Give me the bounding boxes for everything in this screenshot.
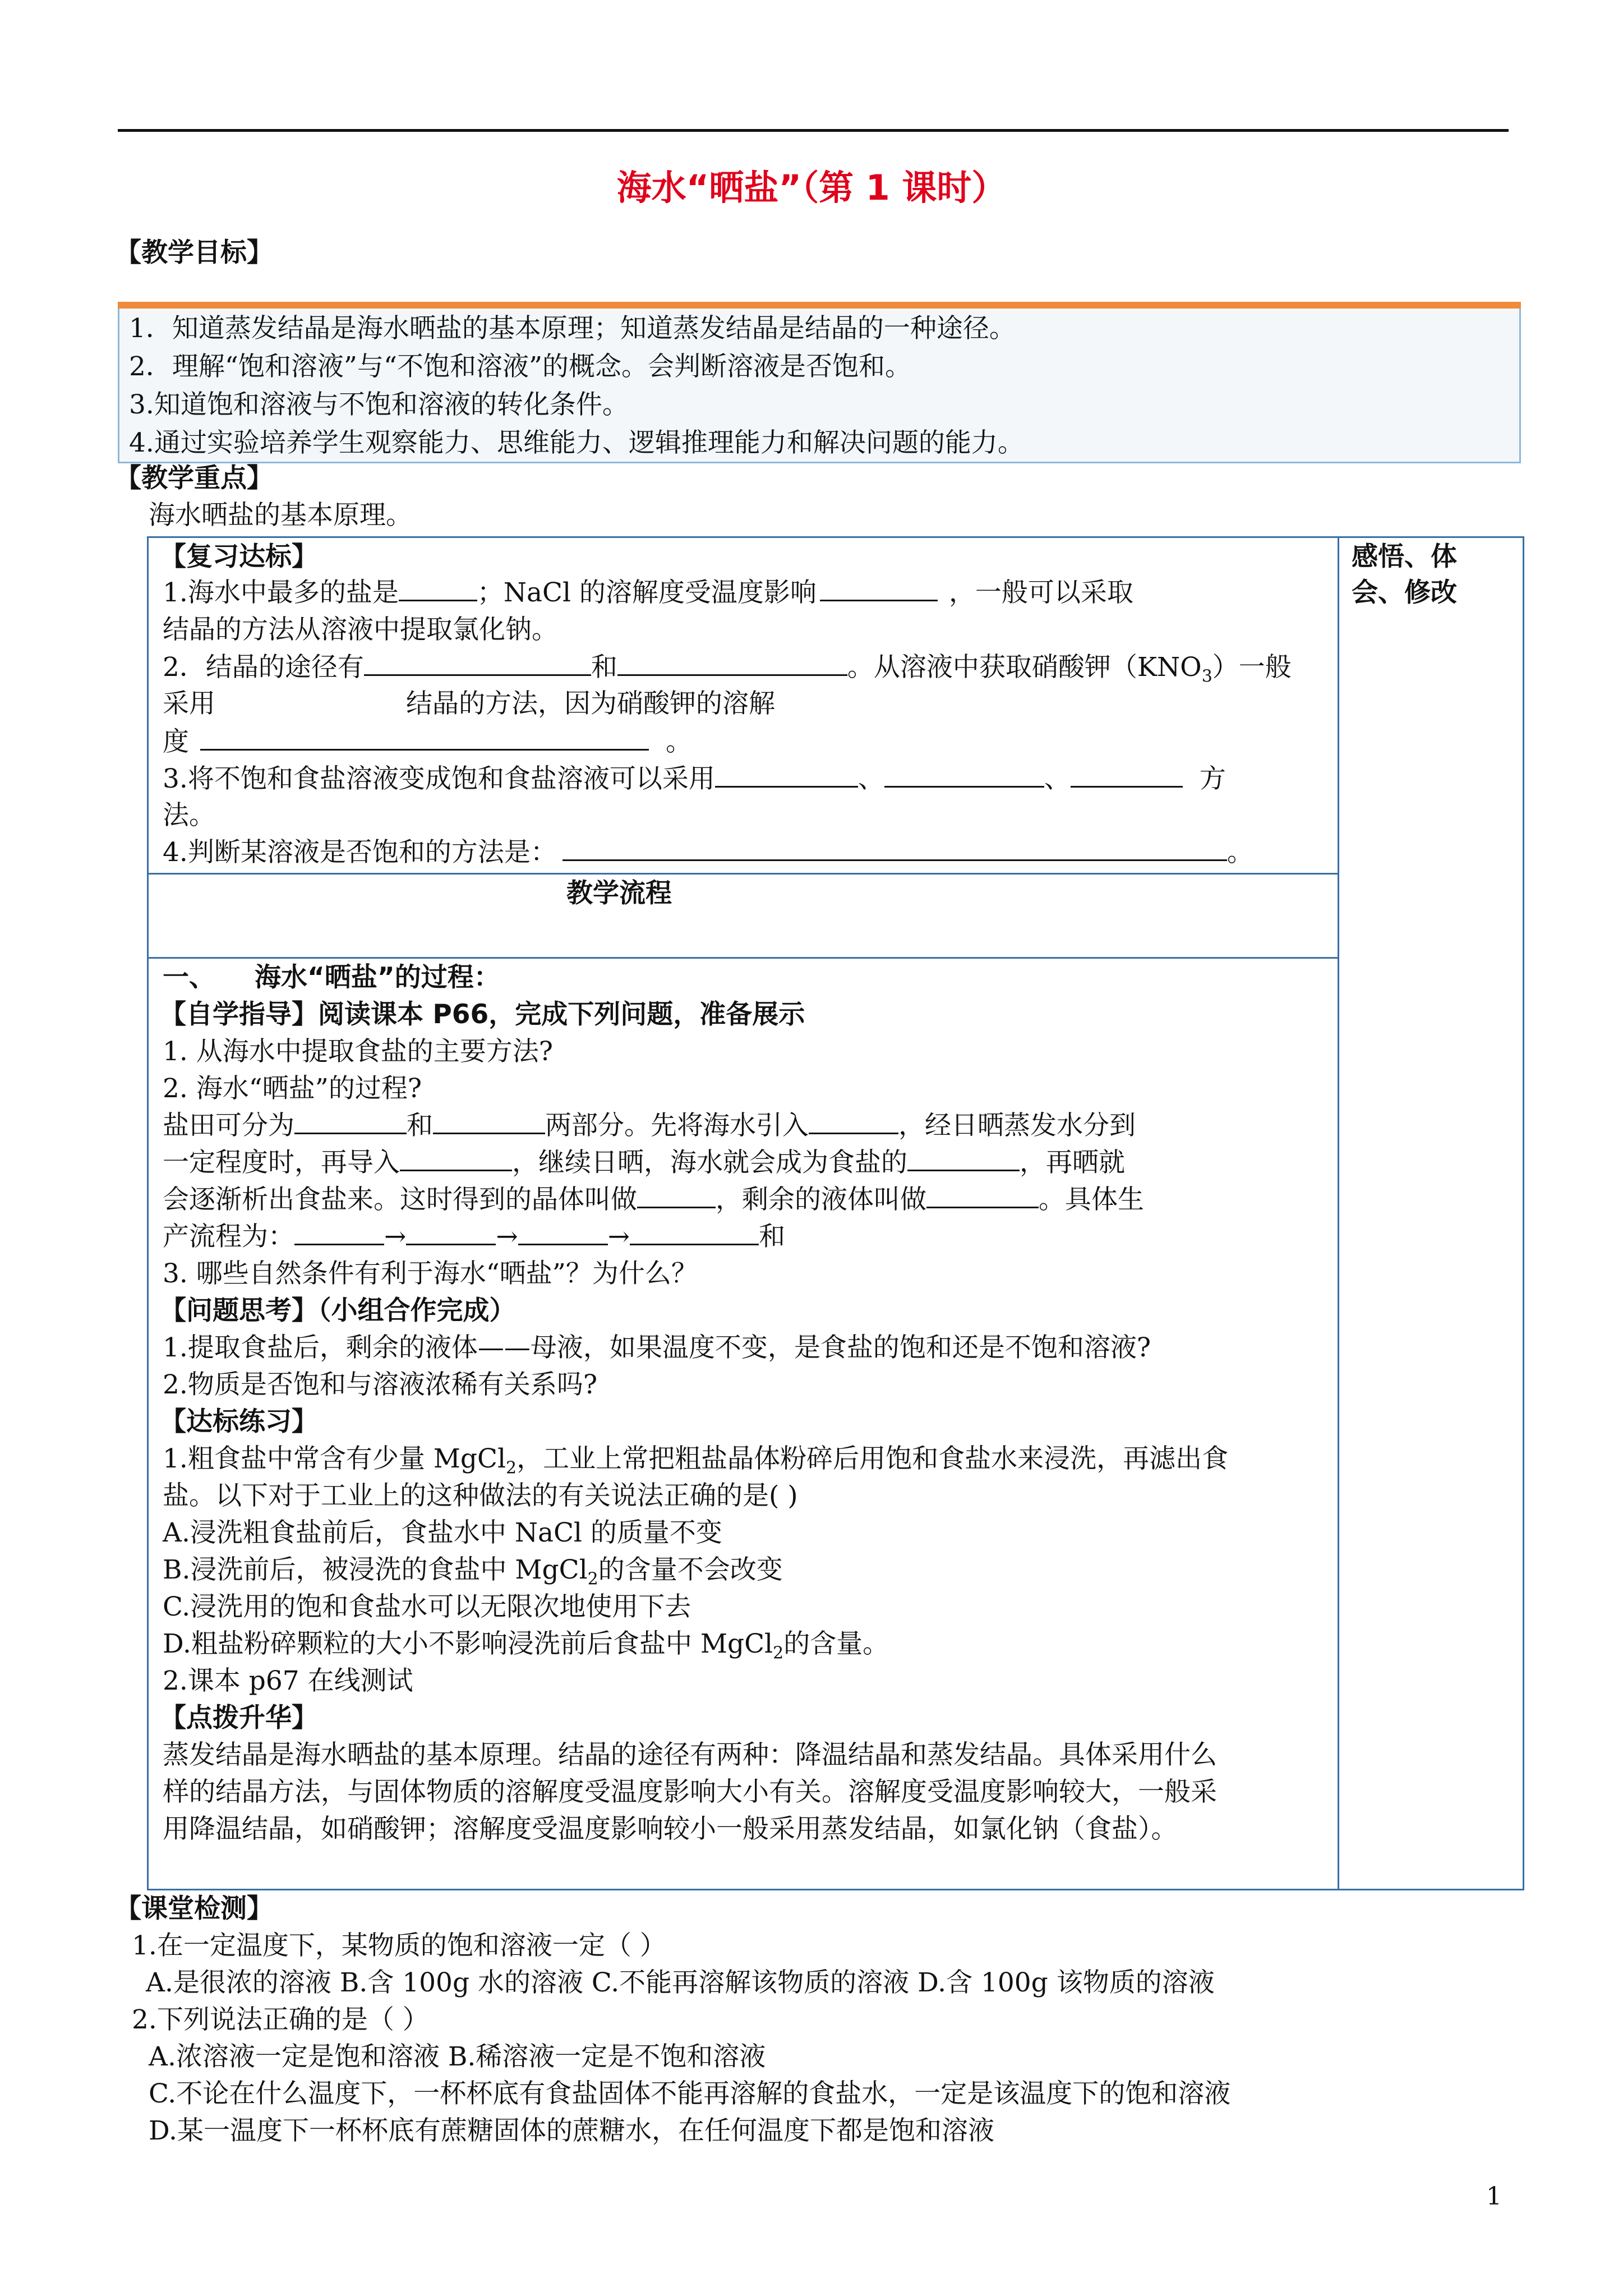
- objective-item: 4.通过实验培养学生观察能力、思维能力、逻辑推理能力和解决问题的能力。: [129, 427, 1024, 458]
- process-line-4: 产流程为： → → → 和: [163, 1218, 785, 1255]
- answer-blank[interactable]: [562, 835, 1227, 861]
- option-a: A.浸洗粗食盐前后，食盐水中 NaCl 的质量不变: [163, 1517, 722, 1548]
- option-c: C.浸洗用的饱和食盐水可以无限次地使用下去: [163, 1591, 691, 1622]
- answer-blank[interactable]: [400, 1145, 512, 1171]
- summary-text: 样的结晶方法，与固体物质的溶解度受温度影响大小有关。溶解度受温度影响较大，一般采: [163, 1777, 1217, 1807]
- objectives-accent-bar: [118, 302, 1521, 309]
- think-question: 1.提取食盐后，剩余的液体——母液，如果温度不变，是食盐的饱和还是不饱和溶液?: [163, 1332, 1151, 1363]
- quiz-options: A.浓溶液一定是饱和溶液 B.稀溶液一定是不饱和溶液: [149, 2041, 766, 2072]
- answer-blank[interactable]: [715, 761, 858, 788]
- answer-blank[interactable]: [406, 1219, 496, 1245]
- column-divider: [1338, 536, 1339, 1889]
- quiz-heading: 【课堂检测】: [115, 1893, 273, 1924]
- answer-blank[interactable]: [200, 724, 649, 751]
- side-column-heading-line2: 会、修改: [1352, 577, 1457, 608]
- review-q3: 3.将不饱和食盐溶液变成饱和食盐溶液可以采用 、 、 方: [163, 761, 1226, 798]
- quiz-option: C.不论在什么温度下，一杯杯底有食盐固体不能再溶解的食盐水，一定是该温度下的饱和溶液: [149, 2078, 1231, 2109]
- answer-blank[interactable]: [630, 1219, 759, 1245]
- key-points-heading: 【教学重点】: [115, 463, 273, 494]
- answer-blank[interactable]: [364, 650, 591, 676]
- answer-blank[interactable]: [907, 1145, 1020, 1171]
- flow-arrow: →: [384, 1221, 407, 1252]
- answer-blank[interactable]: [518, 1219, 608, 1245]
- key-points-text: 海水晒盐的基本原理。: [149, 500, 412, 531]
- section-heading: 一、 海水“晒盐”的过程：: [163, 962, 500, 993]
- row-divider: [147, 957, 1338, 959]
- review-q2-cont2: 度 。: [163, 724, 692, 761]
- side-column-heading-line1: 感悟、体: [1352, 541, 1457, 572]
- review-q1: 1.海水中最多的盐是 ；NaCl 的溶解度受温度影响 ，一般可以采取: [163, 574, 1133, 611]
- answer-blank[interactable]: [884, 761, 1044, 788]
- summary-text: 蒸发结晶是海水晒盐的基本原理。结晶的途径有两种：降温结晶和蒸发结晶。具体采用什么: [163, 1740, 1217, 1770]
- self-study-heading: 【自学指导】阅读课本 P66，完成下列问题，准备展示: [160, 999, 805, 1030]
- page-title: 海水“晒盐”（第 1 课时）: [616, 167, 1007, 208]
- flow-arrow: →: [607, 1221, 630, 1252]
- study-question: 2. 海水“晒盐”的过程?: [163, 1073, 422, 1104]
- objectives-heading: 【教学目标】: [115, 237, 273, 268]
- practice-question: 2.课本 p67 在线测试: [163, 1665, 413, 1696]
- option-b: B.浸洗前后，被浸洗的食盐中 MgCl$_2$的含量不会改变: [163, 1554, 783, 1589]
- process-line-1: 盐田可分为 和 两部分。先将海水引入 ，经日晒蒸发水分到: [163, 1107, 1136, 1144]
- summary-heading: 【点拨升华】: [160, 1703, 318, 1733]
- quiz-question: 1.在一定温度下，某物质的饱和溶液一定（ ）: [132, 1930, 666, 1961]
- objective-item: 2．理解“饱和溶液”与“不饱和溶液”的概念。会判断溶液是否饱和。: [129, 351, 912, 382]
- practice-heading: 【达标练习】: [160, 1406, 318, 1437]
- objective-item: 1．知道蒸发结晶是海水晒盐的基本原理；知道蒸发结晶是结晶的一种途径。: [129, 313, 1016, 344]
- think-question: 2.物质是否饱和与溶液浓稀有关系吗?: [163, 1369, 598, 1400]
- answer-blank[interactable]: [433, 1108, 545, 1134]
- quiz-option: D.某一温度下一杯杯底有蔗糖固体的蔗糖水，在任何温度下都是饱和溶液: [149, 2115, 994, 2146]
- header-rule: [118, 129, 1509, 132]
- review-q3-cont: 法。: [163, 800, 215, 831]
- review-q4: 4.判断某溶液是否饱和的方法是： 。: [163, 834, 1253, 871]
- practice-question-cont: 盐。以下对于工业上的这种做法的有关说法正确的是( ): [163, 1480, 798, 1511]
- answer-blank[interactable]: [820, 575, 938, 601]
- study-question: 3. 哪些自然条件有利于海水“晒盐”？为什么？: [163, 1258, 698, 1289]
- practice-question: 1.粗食盐中常含有少量 MgCl$_2$，工业上常把粗盐晶体粉碎后用饱和食盐水来浸洗，再滤出食: [163, 1443, 1229, 1478]
- review-q2: 2．结晶的途径有 和 。从溶液中获取硝酸钾$(KNO_3)$一般: [163, 649, 1292, 695]
- quiz-options: A.是很浓的溶液 B.含 100g 水的溶液 C.不能再溶解该物质的溶液 D.含 100g 该物质的溶液: [146, 1967, 1215, 1998]
- answer-blank[interactable]: [926, 1182, 1039, 1208]
- think-heading: 【问题思考】（小组合作完成）: [160, 1295, 516, 1326]
- review-q1-cont: 结晶的方法从溶液中提取氯化钠。: [163, 614, 558, 645]
- option-d: D.粗盐粉碎颗粒的大小不影响浸洗前后食盐中 MgCl$_2$的含量。: [163, 1628, 889, 1663]
- answer-blank[interactable]: [617, 650, 847, 676]
- answer-blank[interactable]: [294, 1108, 407, 1134]
- flow-heading: 教学流程: [566, 878, 672, 909]
- answer-blank[interactable]: [1071, 761, 1183, 788]
- process-line-3: 会逐渐析出食盐来。这时得到的晶体叫做 ，剩余的液体叫做 。具体生: [163, 1181, 1144, 1218]
- answer-blank[interactable]: [399, 575, 477, 601]
- flow-arrow: →: [496, 1221, 518, 1252]
- page-number: 1: [1486, 2182, 1502, 2211]
- quiz-question: 2.下列说法正确的是（ ）: [132, 2004, 429, 2035]
- answer-blank[interactable]: [294, 1219, 384, 1245]
- review-heading: 【复习达标】: [160, 541, 318, 572]
- process-line-2: 一定程度时，再导入 ，继续日晒，海水就会成为食盐的 ，再晒就: [163, 1144, 1125, 1181]
- study-question: 1. 从海水中提取食盐的主要方法?: [163, 1036, 553, 1067]
- summary-text: 用降温结晶，如硝酸钾；溶解度受温度影响较小一般采用蒸发结晶，如氯化钠（食盐）。: [163, 1814, 1178, 1844]
- answer-blank[interactable]: [637, 1182, 716, 1208]
- row-divider: [147, 873, 1338, 875]
- answer-blank[interactable]: [809, 1108, 898, 1134]
- objective-item: 3.知道饱和溶液与不饱和溶液的转化条件。: [129, 389, 629, 420]
- review-q2-cont: 采用 结晶的方法，因为硝酸钾的溶解: [163, 688, 775, 719]
